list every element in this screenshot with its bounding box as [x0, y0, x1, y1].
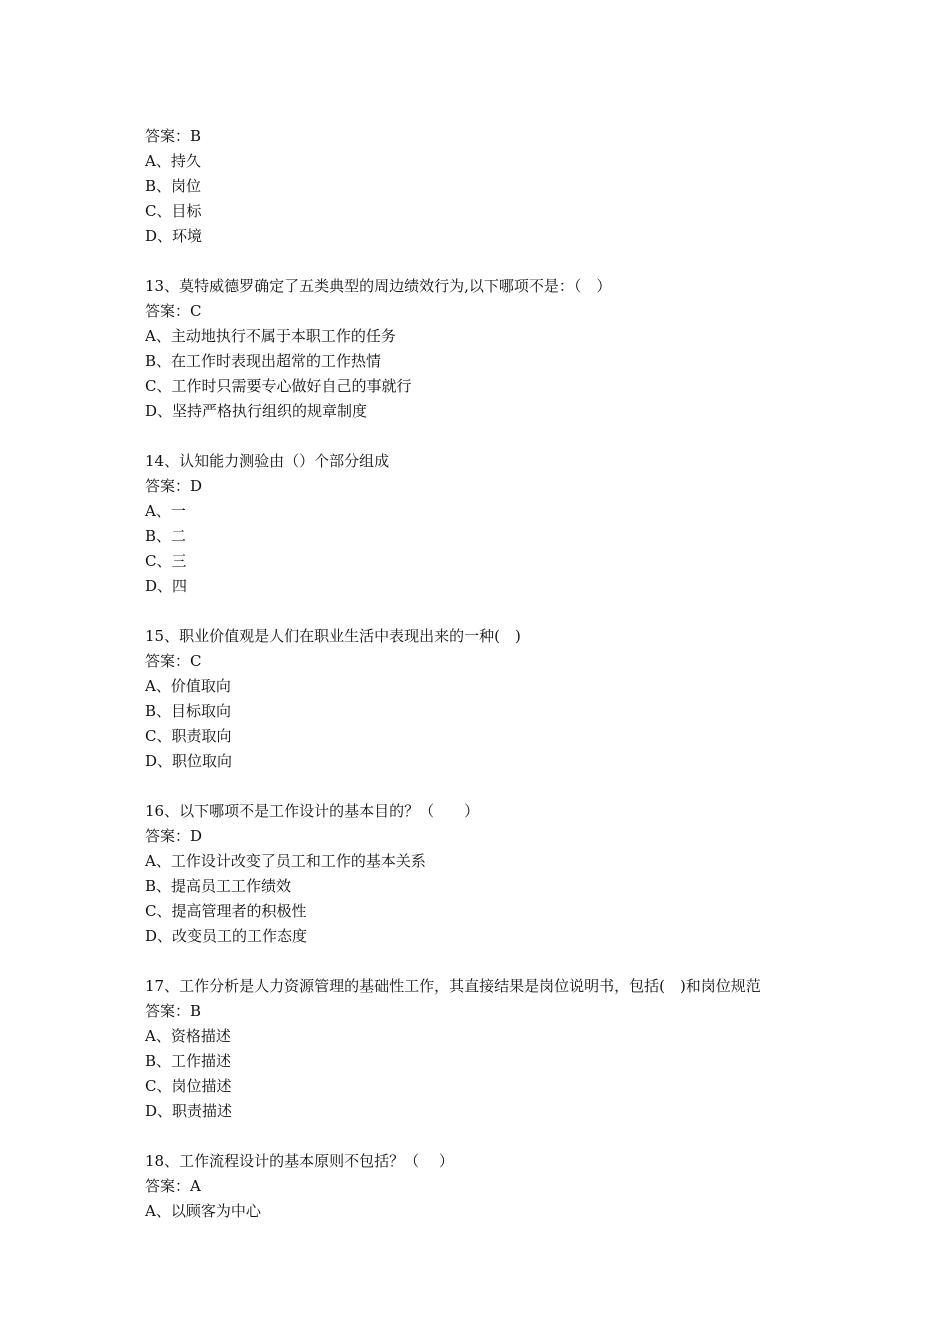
- question-block-12-tail: [145, 124, 925, 249]
- option-b: B、岗位: [145, 177, 202, 195]
- option-a: A、以顾客为中心: [145, 1202, 261, 1220]
- option-a: A、价值取向: [145, 677, 231, 695]
- question-text: 17、工作分析是人力资源管理的基础性工作，其直接结果是岗位说明书，包括( )和岗位规范: [145, 977, 761, 995]
- option-b: B、在工作时表现出超常的工作热情: [145, 352, 382, 370]
- spacer: [145, 424, 925, 449]
- question-block-15: [145, 624, 925, 774]
- answer-line: 答案：B: [145, 127, 202, 145]
- option-c: C、提高管理者的积极性: [145, 902, 307, 920]
- spacer: [145, 949, 925, 974]
- spacer: [145, 774, 925, 799]
- option-c: C、三: [145, 552, 187, 570]
- option-b: B、提高员工工作绩效: [145, 877, 292, 895]
- question-text: 13、莫特威德罗确定了五类典型的周边绩效行为,以下哪项不是：（ ）: [145, 277, 612, 295]
- option-b: B、目标取向: [145, 702, 232, 720]
- question-block-13: [145, 274, 925, 424]
- option-c: C、工作时只需要专心做好自己的事就行: [145, 377, 412, 395]
- answer-line: 答案：D: [145, 827, 203, 845]
- question-block-14: [145, 449, 925, 599]
- spacer: [145, 1124, 925, 1149]
- option-a: A、主动地执行不属于本职工作的任务: [145, 327, 396, 345]
- answer-line: 答案：D: [145, 477, 203, 495]
- option-b: B、工作描述: [145, 1052, 232, 1070]
- option-c: C、职责取向: [145, 727, 232, 745]
- spacer: [145, 249, 925, 274]
- answer-line: 答案：B: [145, 1002, 202, 1020]
- option-a: A、资格描述: [145, 1027, 231, 1045]
- question-block-17: [145, 974, 925, 1124]
- option-d: D、坚持严格执行组织的规章制度: [145, 402, 368, 420]
- document-page: [145, 124, 925, 1224]
- option-a: A、持久: [145, 152, 201, 170]
- answer-line: 答案：A: [145, 1177, 201, 1195]
- option-d: D、职责描述: [145, 1102, 233, 1120]
- question-text: 18、工作流程设计的基本原则不包括？（ ）: [145, 1152, 454, 1170]
- option-a: A、工作设计改变了员工和工作的基本关系: [145, 852, 426, 870]
- question-block-16: [145, 799, 925, 949]
- answer-line: 答案：C: [145, 302, 202, 320]
- option-d: D、职位取向: [145, 752, 233, 770]
- question-text: 16、以下哪项不是工作设计的基本目的？（ ）: [145, 802, 480, 820]
- option-d: D、改变员工的工作态度: [145, 927, 308, 945]
- question-text: 15、职业价值观是人们在职业生活中表现出来的一种( ): [145, 627, 521, 645]
- spacer: [145, 599, 925, 624]
- option-d: D、环境: [145, 227, 203, 245]
- option-a: A、一: [145, 502, 186, 520]
- question-text: 14、认知能力测验由（）个部分组成: [145, 452, 390, 470]
- question-block-18: [145, 1149, 925, 1224]
- option-c: C、岗位描述: [145, 1077, 232, 1095]
- answer-line: 答案：C: [145, 652, 202, 670]
- option-d: D、四: [145, 577, 188, 595]
- option-c: C、目标: [145, 202, 202, 220]
- option-b: B、二: [145, 527, 187, 545]
